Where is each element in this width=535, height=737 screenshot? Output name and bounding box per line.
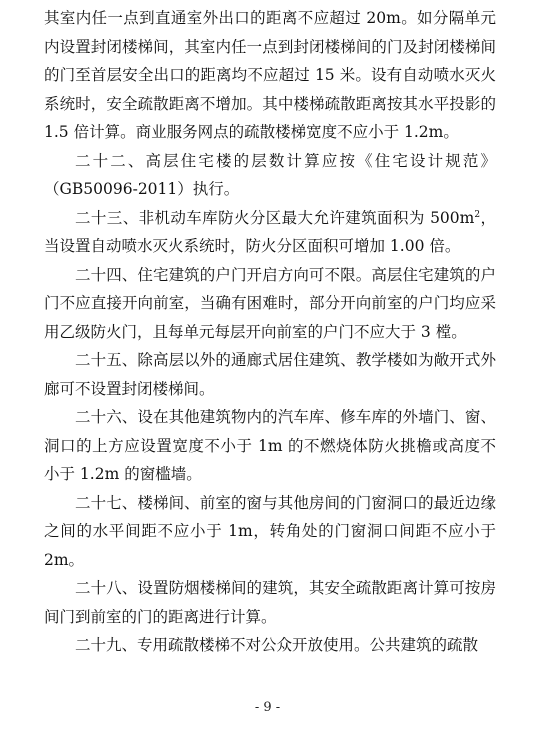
superscript-square: 2 bbox=[474, 209, 481, 220]
paragraph-continuation: 其室内任一点到直通室外出口的距离不应超过 20m。如分隔单元内设置封闭楼梯间，其室内任一点到封闭楼梯间的门及封闭楼梯间的门至首层安全出口的距离均不应超过 15 米。设有自动喷水灭火系统时，安全疏散距离不增加。其中楼梯疏散距离按其水平投影的 1.5 倍计算。商业服务网点的疏散楼梯宽度不应小于 1.2m。 bbox=[44, 9, 496, 141]
paragraph-item-24: 二十四、住宅建筑的户门开启方向可不限。高层住宅建筑的户门不应直接开向前室，当确有困难时，部分开向前室的户门均应采用乙级防火门，且每单元每层开向前室的户门不应大于 3 樘。 bbox=[44, 265, 496, 341]
paragraph-item-25: 二十五、除高层以外的通廊式居住建筑、教学楼如为敞开式外廊可不设置封闭楼梯间。 bbox=[44, 351, 496, 398]
paragraph-item-26: 二十六、设在其他建筑物内的汽车库、修车库的外墙门、窗、洞口的上方应设置宽度不小于 1m 的不燃烧体防火挑檐或高度不小于 1.2m 的窗槛墙。 bbox=[44, 408, 496, 483]
paragraph-item-23 bbox=[44, 204, 496, 261]
paragraph-item-28: 二十八、设置防烟楼梯间的建筑，其安全疏散距离计算可按房间门到前室的门的距离进行计算。 bbox=[44, 579, 496, 626]
paragraph-item-22: 二十二、高层住宅楼的层数计算应按《住宅设计规范》（GB50096-2011）执行。 bbox=[44, 151, 496, 198]
document-body bbox=[44, 4, 496, 660]
paragraph-item-27: 二十七、楼梯间、前室的窗与其他房间的门窗洞口的最近边缘之间的水平间距不应小于 1m，转角处的门窗洞口间距不应小于 2m。 bbox=[44, 493, 496, 569]
paragraph-item-29: 二十九、专用疏散楼梯不对公众开放使用。公共建筑的疏散 bbox=[75, 636, 479, 654]
page-number: - 9 - bbox=[254, 700, 281, 715]
paragraph-item-23-text-b: ，当设置自动喷水灭火系统时，防火分区面积可增加 1.00 倍。 bbox=[44, 208, 496, 255]
paragraph-item-23-text-a: 二十三、非机动车库防火分区最大允许建筑面积为 500m bbox=[75, 208, 475, 227]
